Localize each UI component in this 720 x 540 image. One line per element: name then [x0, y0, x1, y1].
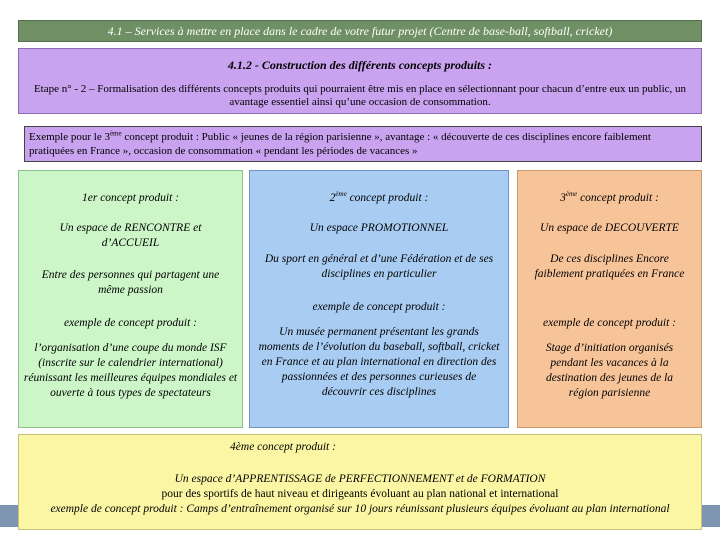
section-heading: 4.1.2 - Construction des différents concepts produits : — [227, 58, 493, 72]
concept-4-type: Un espace d’APPRENTISSAGE de PERFECTIONNEMENT et de FORMATION — [174, 473, 546, 485]
title-bar — [18, 20, 702, 42]
concept-3-title — [518, 191, 701, 206]
concept-2-type: Un espace PROMOTIONNEL — [309, 222, 449, 234]
concept-3-type: Un espace de DECOUVERTE — [540, 222, 679, 234]
concept-2-desc: Du sport en général et d’une Fédération et de ses disciplines en particulier — [264, 253, 494, 280]
concept-3-example-label: exemple de concept produit : — [542, 317, 677, 329]
concept-2-title-num: 2 — [329, 192, 336, 204]
concept-2-title-sup: ème — [335, 190, 347, 199]
concept-4-title: 4ème concept produit : — [230, 441, 336, 453]
concept-4-card — [18, 434, 702, 530]
section-step: Etape n° - 2 – Formalisation des différents concepts produits qui pourraient être mis en place en sélectionnant pour chacun d’entre eux un public, un avantage essentiel ainsi qu’une occasion de consommation. — [33, 83, 687, 108]
concept-3-title-sup: ème — [565, 190, 578, 199]
concept-2-title-rest: concept produit : — [346, 192, 429, 204]
example-sup: ème — [109, 129, 122, 138]
concept-4-desc: pour des sportifs de haut niveau et dirigeants évoluant au plan national et international — [161, 488, 559, 500]
concept-3-title-num: 3 — [560, 192, 566, 204]
example-prefix: Exemple pour le 3 — [29, 131, 110, 143]
concept-1-desc: Entre des personnes qui partagent une même passion — [41, 269, 220, 296]
concept-1-example-label: exemple de concept produit : — [63, 317, 198, 329]
concept-2-title — [250, 191, 508, 206]
concept-3-card — [517, 170, 702, 428]
concept-4-example: exemple de concept produit : Camps d’entraînement organisé sur 10 jours réunissant plusieurs équipes évoluant au plan international — [50, 503, 670, 515]
concept-2-example: Un musée permanent présentant les grands moments de l’évolution du baseball, softball, cricket en France et au plan international en direction des passionnées et des personnes curieuses de découvrir ces disciplines — [258, 326, 500, 398]
concept-3-example: Stage d’initiation organisés pendant les vacances à la destination des jeunes de la région parisienne — [545, 342, 674, 399]
concept-1-card — [18, 170, 243, 428]
example-rest: concept produit : Public « jeunes de la région parisienne », avantage : « découverte de ces disciplines encore faiblement pratiquées en France », occasion de consommation « pendant les périodes de vacances » — [29, 131, 651, 157]
concept-1-title: 1er concept produit : — [82, 192, 179, 204]
concept-2-example-label: exemple de concept produit : — [312, 301, 446, 313]
section-box — [18, 48, 702, 114]
example-box — [24, 126, 702, 162]
title-text: 4.1 – Services à mettre en place dans le cadre de votre futur projet (Centre de base-ball, softball, cricket) — [107, 24, 613, 38]
concept-3-desc: De ces disciplines Encore faiblement pratiquées en France — [534, 253, 685, 280]
concept-1-example: l’organisation d’une coupe du monde ISF (inscrite sur le calendrier international) réunissant les meilleures équipes mondiales et ouverte à tous types de spectateurs — [23, 342, 238, 399]
concept-3-title-rest: concept produit : — [577, 192, 659, 204]
concept-1-type: Un espace de RENCONTRE et d’ACCUEIL — [59, 222, 202, 249]
concept-2-card — [249, 170, 509, 428]
